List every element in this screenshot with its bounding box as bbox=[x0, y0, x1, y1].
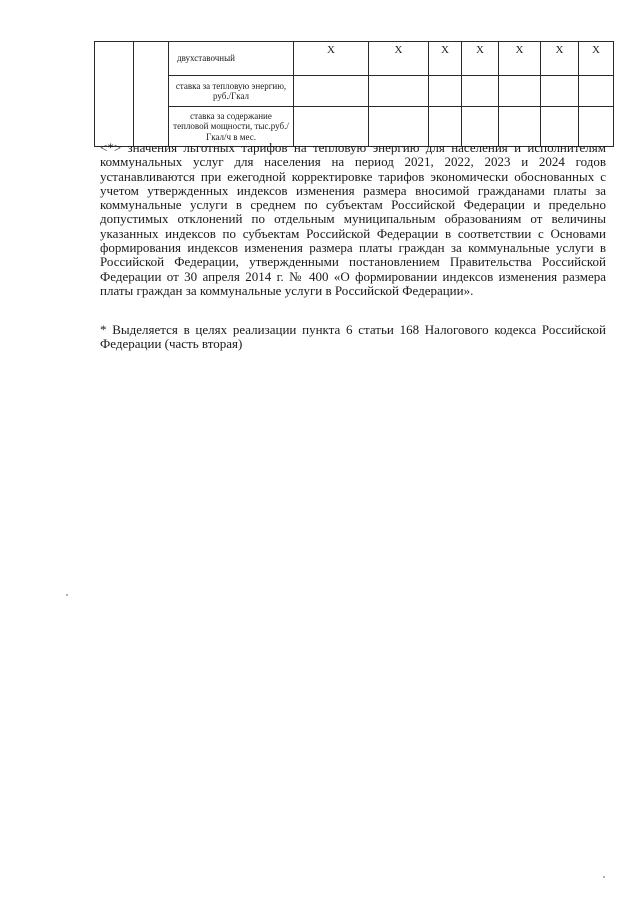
table-cell: X bbox=[541, 42, 579, 76]
scan-speck bbox=[66, 594, 68, 596]
table-cell: X bbox=[462, 42, 499, 76]
table-cell bbox=[579, 76, 614, 107]
tariff-table bbox=[94, 41, 614, 147]
table-cell bbox=[541, 76, 579, 107]
table-cell bbox=[429, 76, 462, 107]
table-cell: X bbox=[429, 42, 462, 76]
row-label: двухставочный bbox=[169, 42, 294, 76]
scan-speck bbox=[603, 876, 605, 878]
row-label: ставка за тепловую энергию, руб./Гкал bbox=[169, 76, 294, 107]
table-cell bbox=[462, 76, 499, 107]
footnote-asterisk bbox=[100, 323, 606, 352]
table-cell bbox=[294, 76, 369, 107]
footnote-star bbox=[100, 141, 606, 298]
merged-cell-2 bbox=[134, 42, 169, 147]
footnote-star-text: <*> значения льготных тарифов на тепловую энергию для населения и исполнителям коммунальных услуг для населения на период 2021, 2022, 2023 и 2024 годов устанавливаются при ежегодной корректировке тарифов экономически обоснованных с учетом утвержденных индексов изменения размера вносимой гражданами платы за коммунальные услуги в среднем по субъектам Российской Федерации и предельно допустимых отклонений по отдельным муниципальным образованиям от величины указанных индексов по субъектам Российской Федерации в соответствии с Основами формирования индексов изменения размера платы граждан за коммунальные услуги в Российской Федерации, утвержденными постановлением Правительства Российской Федерации от 30 апреля 2014 г. № 400 «О формировании индексов изменения размера платы граждан за коммунальные услуги в Российской Федерации». bbox=[100, 140, 606, 298]
table-row-two-part bbox=[95, 42, 614, 76]
table-cell: X bbox=[579, 42, 614, 76]
table-cell bbox=[369, 76, 429, 107]
row-label: ставка за содержание тепловой мощности, тыс.руб./Гкал/ч в мес. bbox=[169, 107, 294, 147]
footnote-asterisk-text: * Выделяется в целях реализации пункта 6 статьи 168 Налогового кодекса Российской Федерации (часть вторая) bbox=[100, 322, 606, 352]
table-cell: X bbox=[369, 42, 429, 76]
table-cell: X bbox=[499, 42, 541, 76]
table-cell: X bbox=[294, 42, 369, 76]
table-row-energy-rate bbox=[95, 76, 614, 107]
merged-cell-1 bbox=[95, 42, 134, 147]
table-cell bbox=[499, 76, 541, 107]
